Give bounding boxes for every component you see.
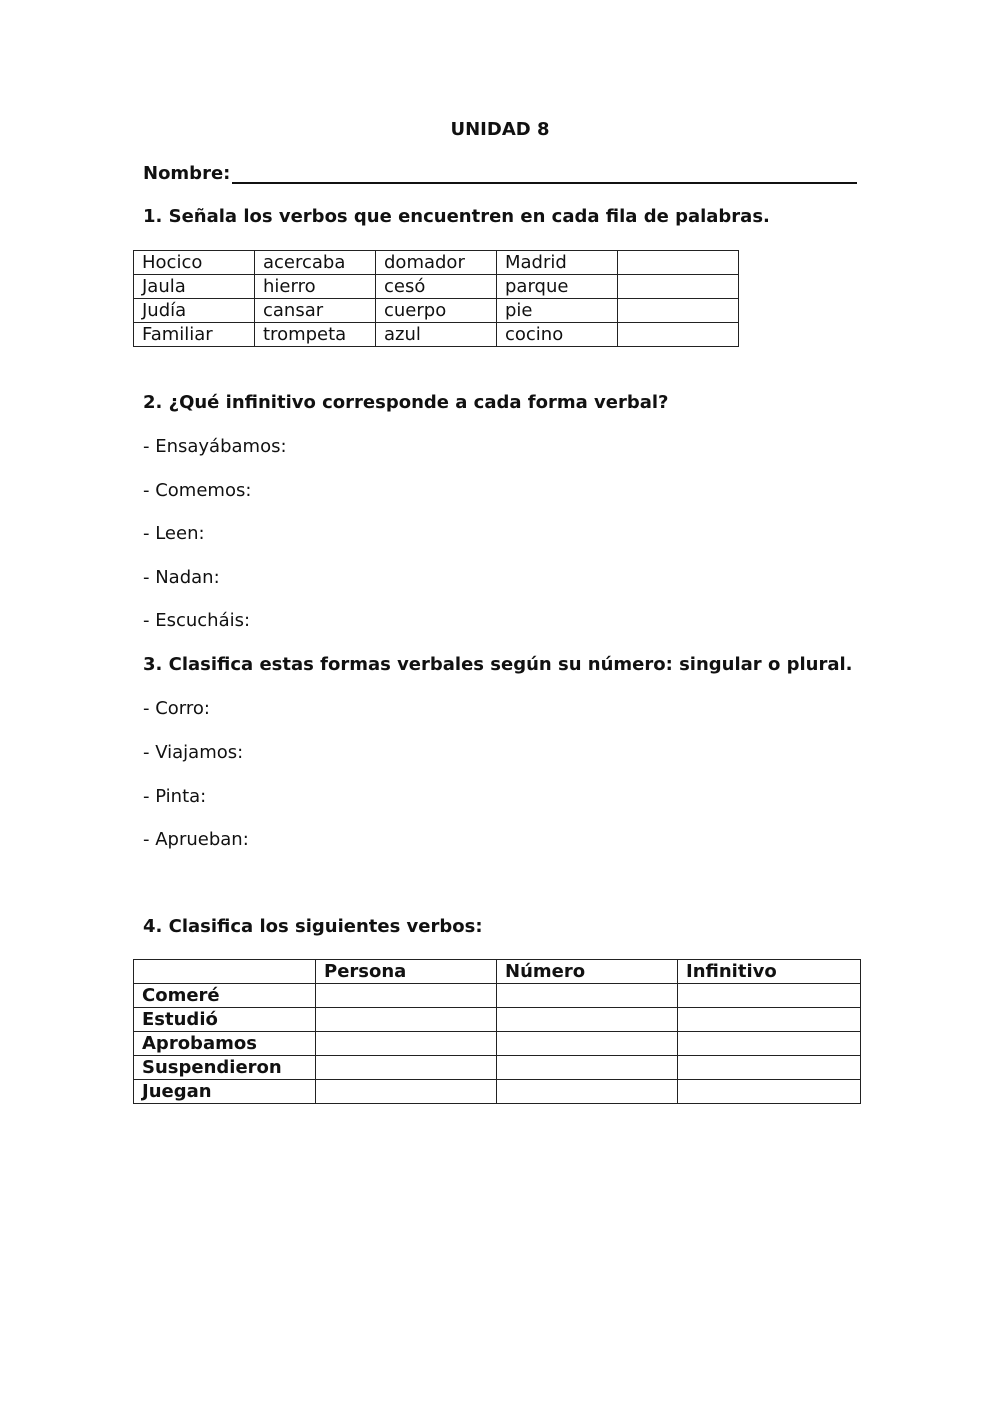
answer-cell[interactable] [316, 1080, 497, 1104]
section-3-heading: 3. Clasifica estas formas verbales según su número: singular o plural. [143, 654, 853, 675]
table-cell[interactable]: parque [497, 275, 618, 299]
table-cell[interactable]: azul [376, 323, 497, 347]
table-row [134, 251, 739, 275]
list-item: - Comemos: [143, 480, 252, 501]
table-cell[interactable]: cuerpo [376, 299, 497, 323]
row-label: Suspendieron [134, 1056, 316, 1080]
table-cell[interactable]: Judía [134, 299, 255, 323]
table-row [134, 1080, 861, 1104]
list-item: - Aprueban: [143, 829, 249, 850]
answer-cell[interactable] [497, 1032, 678, 1056]
table-cell[interactable]: trompeta [255, 323, 376, 347]
answer-cell[interactable] [316, 984, 497, 1008]
table-cell[interactable] [618, 251, 739, 275]
table-header-cell: Infinitivo [678, 960, 861, 984]
table-row [134, 984, 861, 1008]
table-cell[interactable]: cocino [497, 323, 618, 347]
table-cell[interactable]: acercaba [255, 251, 376, 275]
list-item: - Viajamos: [143, 742, 244, 763]
table-cell[interactable]: Madrid [497, 251, 618, 275]
table-header-cell [134, 960, 316, 984]
section-1-heading: 1. Señala los verbos que encuentren en cada fila de palabras. [143, 206, 770, 227]
page-title: UNIDAD 8 [450, 119, 550, 140]
row-label: Aprobamos [134, 1032, 316, 1056]
row-label: Juegan [134, 1080, 316, 1104]
list-item: - Leen: [143, 523, 205, 544]
row-label: Comeré [134, 984, 316, 1008]
answer-cell[interactable] [678, 1056, 861, 1080]
list-item: - Pinta: [143, 786, 207, 807]
table-header-row [134, 960, 861, 984]
table-cell[interactable]: cansar [255, 299, 376, 323]
table-cell[interactable]: Hocico [134, 251, 255, 275]
name-field-row [143, 162, 857, 184]
table-cell[interactable]: Familiar [134, 323, 255, 347]
answer-cell[interactable] [678, 1080, 861, 1104]
list-item: - Nadan: [143, 567, 220, 588]
verb-classification-table [133, 959, 861, 1104]
answer-cell[interactable] [497, 984, 678, 1008]
answer-cell[interactable] [678, 1032, 861, 1056]
table-header-cell: Número [497, 960, 678, 984]
answer-cell[interactable] [316, 1032, 497, 1056]
answer-cell[interactable] [497, 1080, 678, 1104]
table-cell[interactable]: hierro [255, 275, 376, 299]
verb-word-table [133, 250, 739, 347]
table-cell[interactable]: pie [497, 299, 618, 323]
table-row [134, 323, 739, 347]
section-2-heading: 2. ¿Qué infinitivo corresponde a cada forma verbal? [143, 392, 669, 413]
answer-cell[interactable] [497, 1008, 678, 1032]
table-cell[interactable] [618, 323, 739, 347]
table-header-cell: Persona [316, 960, 497, 984]
table-row [134, 1008, 861, 1032]
table-cell[interactable]: Jaula [134, 275, 255, 299]
name-label: Nombre: [143, 163, 231, 184]
list-item: - Corro: [143, 698, 210, 719]
section-4-heading: 4. Clasifica los siguientes verbos: [143, 916, 483, 937]
table-row [134, 1056, 861, 1080]
table-row [134, 1032, 861, 1056]
answer-cell[interactable] [316, 1056, 497, 1080]
table-row [134, 299, 739, 323]
answer-cell[interactable] [678, 1008, 861, 1032]
table-cell[interactable] [618, 275, 739, 299]
table-row [134, 275, 739, 299]
list-item: - Ensayábamos: [143, 436, 287, 457]
table-cell[interactable] [618, 299, 739, 323]
table-cell[interactable]: domador [376, 251, 497, 275]
answer-cell[interactable] [497, 1056, 678, 1080]
list-item: - Escucháis: [143, 610, 251, 631]
answer-cell[interactable] [678, 984, 861, 1008]
name-blank-line[interactable] [232, 162, 857, 184]
table-cell[interactable]: cesó [376, 275, 497, 299]
row-label: Estudió [134, 1008, 316, 1032]
answer-cell[interactable] [316, 1008, 497, 1032]
